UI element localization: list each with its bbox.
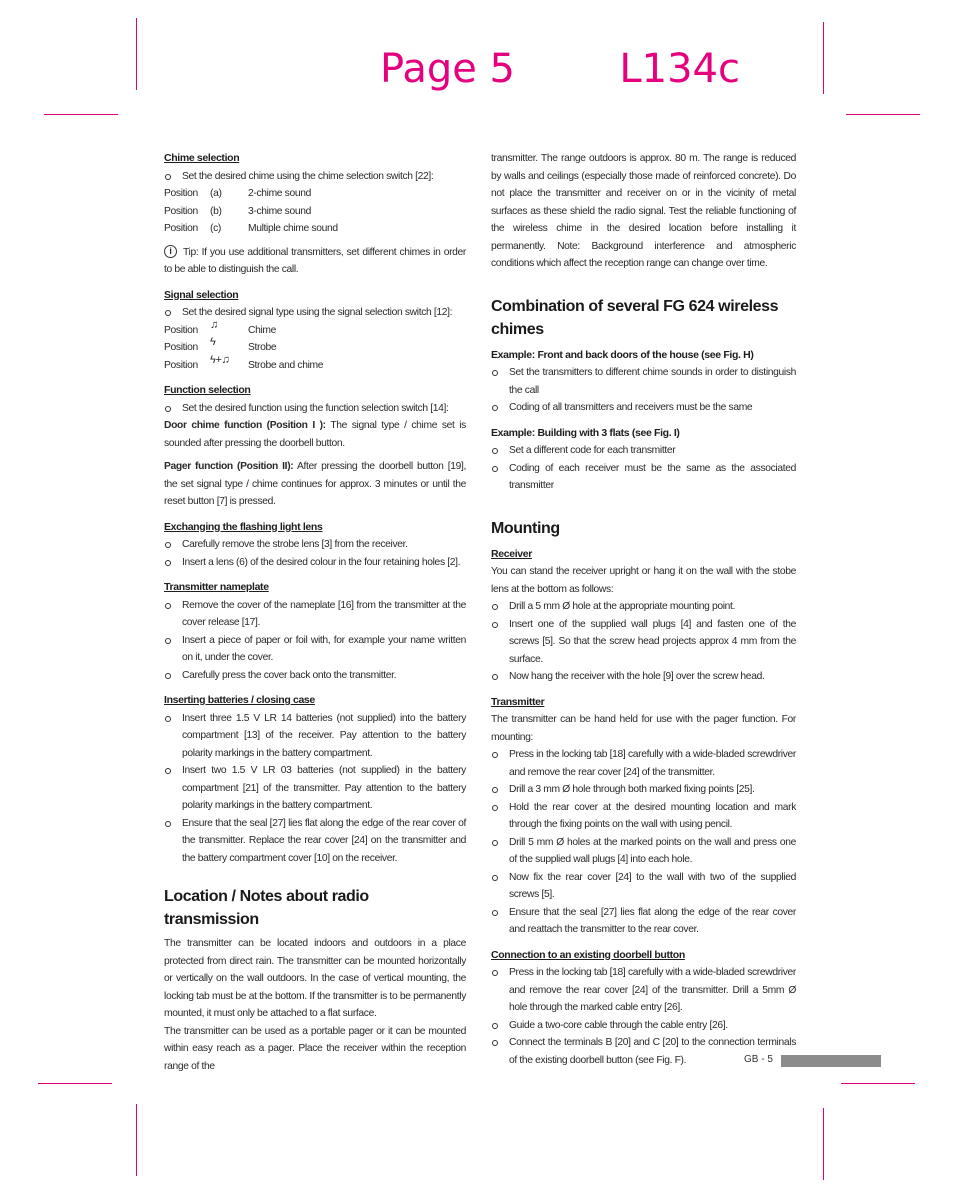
list-item: Insert a piece of paper or foil with, for example your name written on it, under the cover. — [164, 632, 466, 667]
crop-mark — [136, 18, 137, 90]
list-item: Guide a two-core cable through the cable entry [26]. — [491, 1017, 796, 1035]
nameplate-title: Transmitter nameplate — [164, 581, 269, 593]
location-heading: Location / Notes about radio transmission — [164, 888, 369, 928]
page-number: GB - 5 — [744, 1054, 773, 1065]
signal-position-row: Position ♫ Chime — [164, 318, 277, 336]
crop-mark — [823, 1108, 824, 1180]
door-chime-function: Door chime function (Position I ): The signal type / chime set is sounded after pressing the doorbell button. — [164, 420, 466, 449]
list-item: Insert three 1.5 V LR 14 batteries (not supplied) into the battery compartment [13] of the receiver. Pay attention to the battery polarity markings in the battery compartment. — [164, 710, 466, 763]
page-header — [380, 46, 740, 92]
list-item: Drill a 5 mm Ø hole at the appropriate mounting point. — [491, 598, 796, 616]
list-item: Connect the terminals B [20] and C [20] to the connection terminals of the existing doorbell button (see Fig. F). — [491, 1034, 796, 1069]
list-item: Remove the cover of the nameplate [16] from the transmitter at the cover release [17]. — [164, 597, 466, 632]
list-item: Set a different code for each transmitter — [491, 442, 796, 460]
signal-position-row: Position ϟ+♫ Strobe and chime — [164, 353, 324, 371]
transmitter-title: Transmitter — [491, 695, 545, 708]
chime-icon: ♫ — [210, 318, 218, 331]
list-item: Insert one of the supplied wall plugs [4] and fasten one of the screws [5]. So that the screw head projects approx 4 mm from the surface. — [491, 616, 796, 669]
list-item: Coding of all transmitters and receivers must be the same — [491, 399, 796, 417]
list-item: Drill 5 mm Ø holes at the marked points on the wall and press one of the supplied wall plugs [4] into each hole. — [491, 834, 796, 869]
function-selection-title: Function selection — [164, 384, 251, 396]
list-item: Hold the rear cover at the desired mounting location and mark through the fixing points on the wall with using pencil. — [491, 799, 796, 834]
location-paragraph: The transmitter can be used as a portable pager or it can be mounted within easy reach as a pager. Place the receiver within the reception range of the — [164, 1025, 466, 1072]
page-label: Page 5 — [380, 46, 515, 92]
receiver-intro: You can stand the receiver upright or hang it on the wall with the stobe lens at the bottom as follows: — [491, 566, 796, 595]
strobe-chime-icon: ϟ+♫ — [210, 353, 230, 366]
transmitter-intro: The transmitter can be hand held for use with the pager function. For mounting: — [491, 714, 796, 743]
range-paragraph: transmitter. The range outdoors is approx. 80 m. The range is reduced by walls and ceilings (especially those made of reinforced concrete). Do not place the transmitter and receiver on or in the vicinity of metal surfaces as these shield the radio signal. Test the reliable functioning of the wireless chime in the desired location before installing it permanently. Note: Background interference and atmospheric conditions which affect the reception range can change over time. — [491, 153, 796, 269]
list-item: Set the desired signal type using the signal selection switch [12]: — [164, 304, 466, 322]
example-title: Example: Front and back doors of the house (see Fig. H) — [491, 348, 754, 361]
list-item: Set the desired function using the function selection switch [14]: — [164, 400, 466, 418]
list-item: Carefully press the cover back onto the transmitter. — [164, 667, 466, 685]
list-item: Ensure that the seal [27] lies flat along the edge of the rear cover and reattach the transmitter to the rear cover. — [491, 904, 796, 939]
location-paragraph: The transmitter can be located indoors and outdoors in a place protected from direct rain. The transmitter can be mounted horizontally or vertically on the wall outdoors. In the case of vertical mounting, the locking tab must be at the bottom. If the transmitter is to be permanently mounted, it must only be attached to a flat surface. — [164, 938, 466, 1019]
list-item: Insert two 1.5 V LR 03 batteries (not supplied) in the battery compartment [21] of the transmitter. Pay attention to the battery polarity markings in the battery compartment. — [164, 762, 466, 815]
list-item: Set the transmitters to different chime sounds in order to distinguish the call — [491, 364, 796, 399]
strobe-icon: ϟ — [210, 336, 216, 348]
combination-heading: Combination of several FG 624 wireless chimes — [491, 297, 779, 338]
example-title: Example: Building with 3 flats (see Fig. I) — [491, 426, 680, 439]
list-item: Drill a 3 mm Ø hole through both marked fixing points [25]. — [491, 781, 796, 799]
connection-title: Connection to an existing doorbell button — [491, 948, 685, 961]
chime-position-row: Position (a) 2-chime sound — [164, 188, 311, 199]
model-label: L134c — [619, 46, 740, 92]
list-item: Carefully remove the strobe lens [3] from the receiver. — [164, 536, 466, 554]
mounting-heading: Mounting — [491, 519, 560, 537]
list-item: Now fix the rear cover [24] to the wall with two of the supplied screws [5]. — [491, 869, 796, 904]
footer-bar — [781, 1055, 881, 1067]
left-column — [164, 150, 466, 1075]
list-item: Now hang the receiver with the hole [9] over the screw head. — [491, 668, 796, 686]
crop-mark — [823, 22, 824, 94]
right-column — [491, 150, 796, 1069]
batteries-title: Inserting batteries / closing case — [164, 694, 315, 706]
chime-position-row: Position (c) Multiple chime sound — [164, 223, 338, 234]
chime-position-row: Position (b) 3-chime sound — [164, 205, 311, 217]
info-icon: i — [164, 245, 177, 258]
lens-title: Exchanging the flashing light lens — [164, 520, 323, 533]
list-item: Set the desired chime using the chime selection switch [22]: — [164, 168, 466, 186]
list-item: Press in the locking tab [18] carefully with a wide-bladed screwdriver and remove the rear cover [24] of the transmitter. Drill a 5mm Ø hole through the marked cable entry [26]. — [491, 964, 796, 1017]
list-item: Coding of each receiver must be the same as the associated transmitter — [491, 460, 796, 495]
signal-position-row: Position ϟ Strobe — [164, 336, 277, 353]
crop-mark — [136, 1104, 137, 1176]
tip-text: i Tip: If you use additional transmitters, set different chimes in order to be able to distinguish the call. — [164, 245, 466, 275]
crop-mark — [38, 1083, 112, 1084]
pager-function: Pager function (Position II): After pressing the doorbell button [19], the set signal type / chime continues for approx. 3 minutes or until the reset button [7] is pressed. — [164, 461, 466, 507]
crop-mark — [44, 114, 118, 115]
crop-mark — [841, 1083, 915, 1084]
receiver-title: Receiver — [491, 547, 532, 560]
crop-mark — [846, 114, 920, 115]
list-item: Press in the locking tab [18] carefully with a wide-bladed screwdriver and remove the rear cover [24] of the transmitter. — [491, 746, 796, 781]
list-item: Insert a lens (6) of the desired colour in the four retaining holes [2]. — [164, 554, 466, 572]
signal-selection-title: Signal selection — [164, 288, 239, 301]
list-item: Ensure that the seal [27] lies flat along the edge of the rear cover of the transmitter. Replace the rear cover [24] on the transmitter and the battery compartment cover [10] on the receiver. — [164, 815, 466, 868]
chime-selection-title: Chime selection — [164, 152, 240, 164]
